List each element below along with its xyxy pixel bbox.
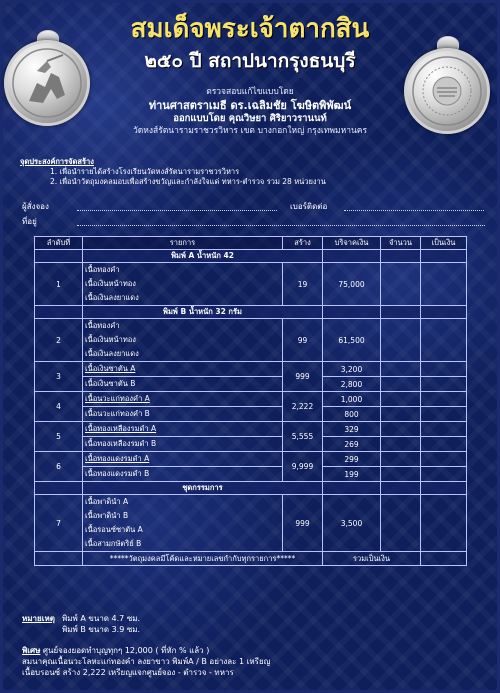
quantity-cell[interactable] bbox=[381, 377, 421, 392]
quantity-cell[interactable] bbox=[381, 392, 421, 407]
amount-cell bbox=[421, 362, 467, 377]
table-footer-row bbox=[35, 552, 467, 566]
designer-line: ออกแบบโดย คุณวิษยา ศิริยาวรานนท์ bbox=[173, 113, 327, 124]
temple-line: วัดหงส์รัตนารามราชวรวิหาร เขต บางกอกใหญ่ กรุงเทพมหานคร bbox=[132, 126, 368, 136]
address-field[interactable] bbox=[77, 225, 485, 226]
table-row: 4 เนื้อนวะแก่ทองคำ A 2,222 1,000 bbox=[35, 392, 467, 407]
size-b-note: พิมพ์ B ขนาด 3.9 ซม. bbox=[62, 625, 141, 634]
quantity-cell[interactable] bbox=[381, 467, 421, 482]
quantity-cell[interactable] bbox=[381, 495, 421, 552]
total-label: รวมเป็นเงิน bbox=[323, 552, 421, 566]
quantity-cell[interactable] bbox=[381, 362, 421, 377]
col-header-created: สร้าง bbox=[283, 237, 323, 250]
quantity-cell[interactable] bbox=[381, 407, 421, 422]
purpose-section bbox=[20, 157, 490, 187]
col-header-donation: บริจาคเงิน bbox=[323, 237, 381, 250]
notes-section bbox=[22, 613, 482, 635]
table-row: 2 เนื้อทองคำ เนื้อเงินหน้าทอง เนื้อเงินลงยาแดง 99 61,500 bbox=[35, 319, 467, 362]
amount-cell bbox=[421, 319, 467, 362]
quantity-cell[interactable] bbox=[381, 263, 421, 306]
table-row: 1 เนื้อทองคำ เนื้อเงินหน้าทอง เนื้อเงินลงยาแดง 19 75,000 bbox=[35, 263, 467, 306]
phone-label: เบอร์ติดต่อ bbox=[290, 202, 328, 211]
table-row: เนื้อทองเหลืองรมดำ B 269 bbox=[35, 437, 467, 452]
table-row: 3 เนื้อเงินซาตัน A 999 3,200 bbox=[35, 362, 467, 377]
size-a-note: พิมพ์ A ขนาด 4.7 ซม. bbox=[62, 614, 141, 623]
table-row: เนื้อนวะแก่ทองคำ B 800 bbox=[35, 407, 467, 422]
medal-front-image bbox=[4, 40, 90, 126]
table-row: เนื้อทองแดงรมดำ B 199 bbox=[35, 467, 467, 482]
medal-back-image bbox=[404, 48, 490, 134]
orderer-field[interactable] bbox=[77, 210, 277, 211]
special-section bbox=[22, 645, 487, 678]
col-header-quantity: จำนวน bbox=[381, 237, 421, 250]
table-row: เนื้อเงินซาตัน B 2,800 bbox=[35, 377, 467, 392]
amount-cell bbox=[421, 467, 467, 482]
amount-cell bbox=[421, 422, 467, 437]
purpose-item: 1. เพื่อนำรายได้สร้างโรงเรียนวัดหงส์รัตนารามราชวรวิหาร bbox=[50, 167, 240, 176]
amount-cell bbox=[421, 495, 467, 552]
amount-cell bbox=[421, 452, 467, 467]
notes-heading: หมายเหตุ bbox=[22, 614, 55, 623]
col-header-no: ลำดับที่ bbox=[35, 237, 83, 250]
checked-by-label: ตรวจสอบแก้ไขแบบโดย bbox=[206, 87, 294, 97]
table-row: 5 เนื้อทองเหลืองรมดำ A 5,555 329 bbox=[35, 422, 467, 437]
amount-cell bbox=[421, 392, 467, 407]
amount-cell bbox=[421, 263, 467, 306]
section-a-heading: พิมพ์ A น้ำหนัก 42 bbox=[83, 250, 323, 263]
special-line-3: เนื้อบรอนซ์ สร้าง 2,222 เหรียญแจกศูนย์จอง - ตำรวจ - ทหาร bbox=[22, 668, 234, 677]
quantity-cell[interactable] bbox=[381, 422, 421, 437]
quantity-cell[interactable] bbox=[381, 319, 421, 362]
page-subtitle: ๒๕๐ ปี สถาปนากรุงธนบุรี bbox=[144, 50, 356, 72]
quantity-cell[interactable] bbox=[381, 437, 421, 452]
address-label: ที่อยู่ bbox=[22, 217, 37, 226]
amount-cell bbox=[421, 377, 467, 392]
special-line-2: สมนาคุณเนื้อนวะโลหะแก่ทองคำ ลงยาขาว พิมพ์A / B อย่างละ 1 เหรียญ bbox=[22, 657, 271, 666]
amount-cell bbox=[421, 437, 467, 452]
table-row: 6 เนื้อทองแดงรมดำ A 9,999 299 bbox=[35, 452, 467, 467]
order-form bbox=[22, 200, 487, 230]
special-heading: พิเศษ bbox=[22, 646, 41, 655]
order-table bbox=[34, 236, 467, 566]
section-set-heading: ชุดกรรมการ bbox=[83, 482, 323, 495]
table-row: 7 เนื้อพาดินำ A เนื้อพาดินำ B เนื้อรอนซ์ซาตัน A เนื้อสามกษัตริย์ B 999 3,500 bbox=[35, 495, 467, 552]
section-b-heading: พิมพ์ B น้ำหนัก 32 กรัม bbox=[83, 306, 323, 319]
orderer-label: ผู้สั่งจอง bbox=[22, 202, 49, 211]
checker-name: ท่านศาสตราเมธี ดร.เฉลิมชัย โฆษิตพิพัฒน์ bbox=[148, 99, 352, 112]
total-amount-cell bbox=[421, 552, 467, 566]
col-header-amount: เป็นเงิน bbox=[421, 237, 467, 250]
page-title: สมเด็จพระเจ้าตากสิน bbox=[130, 14, 370, 44]
purpose-heading: จุดประสงค์การจัดสร้าง bbox=[20, 157, 94, 166]
col-header-item: รายการ bbox=[83, 237, 283, 250]
quantity-cell[interactable] bbox=[381, 452, 421, 467]
amount-cell bbox=[421, 407, 467, 422]
footer-note: *****วัตถุมงคลมีโค้ดและหมายเลขกำกับทุกรายการ***** bbox=[83, 552, 323, 566]
credits-block bbox=[110, 86, 390, 138]
purpose-item: 2. เพื่อนำวัตถุมงคลมอบเพื่อสร้างขวัญและกำลังใจแด่ ทหาร-ตำรวจ รวม 28 หน่วยงาน bbox=[50, 177, 326, 186]
special-line-1: ศูนย์จองยอดทำบุญทุกๆ 12,000 ( ที่หัก % แล้ว ) bbox=[42, 646, 210, 655]
phone-field[interactable] bbox=[344, 210, 484, 211]
